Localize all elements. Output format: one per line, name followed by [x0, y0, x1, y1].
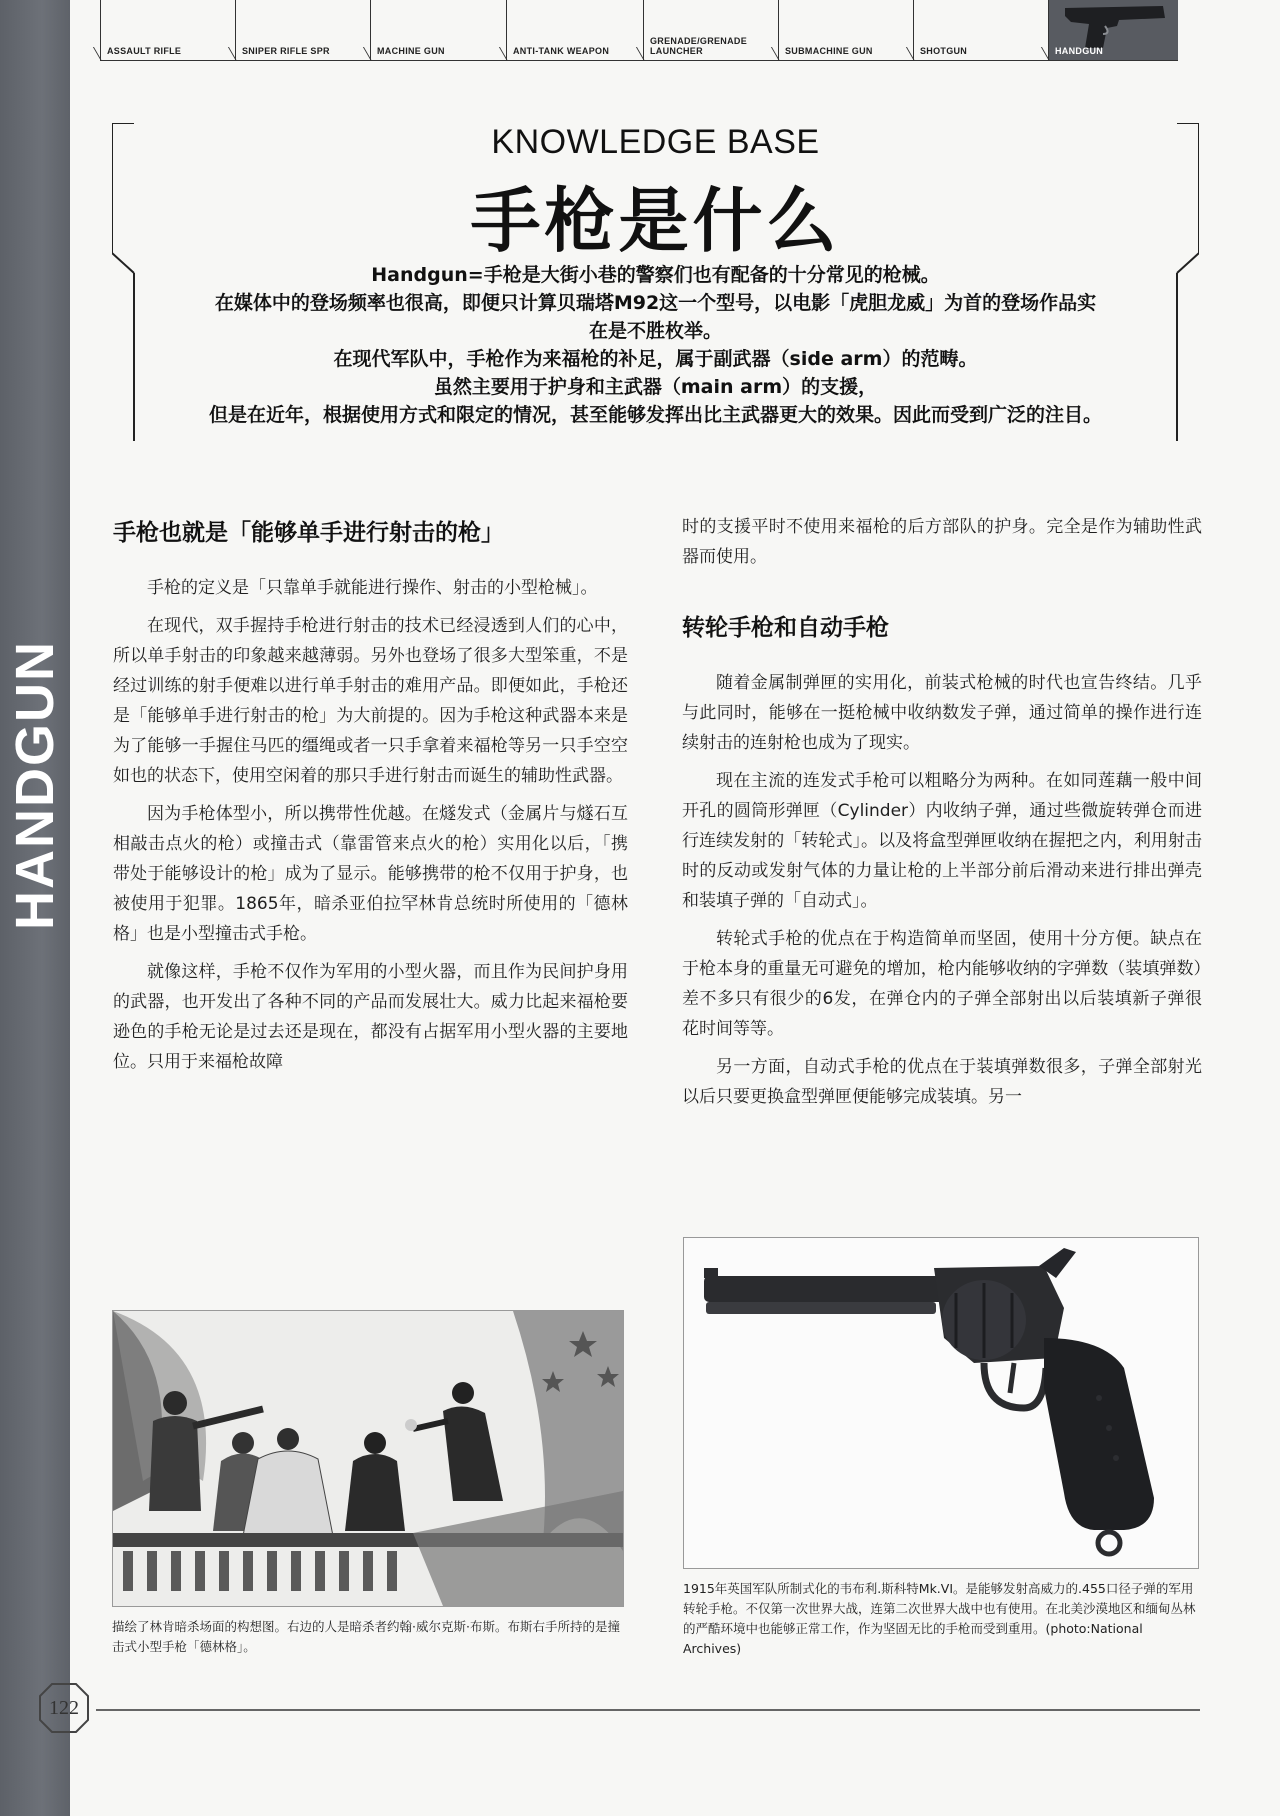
tab-submachine-gun[interactable] [778, 0, 913, 61]
side-section-text: HANDGUN [5, 640, 65, 930]
knowledge-base-box [112, 123, 1199, 441]
right-column [682, 512, 1202, 1120]
paragraph: 另一方面，自动式手枪的优点在于装填弹数很多，子弹全部射光以后只要更换盒型弹匣便能够完成装填。另一 [682, 1057, 1202, 1107]
tab-sniper-rifle[interactable] [235, 0, 370, 61]
section-heading-definition: 手枪也就是「能够单手进行射击的枪」 [113, 520, 504, 546]
paragraph: 转轮式手枪的优点在于构造简单而坚固，使用十分方便。缺点在于枪本身的重量无可避免的增加，枪内能够收纳的字弹数（装填弹数）差不多只有很少的6发，在弹仓内的子弹全部射出以后装填新子弹很花时间等等。 [682, 929, 1202, 1039]
tab-shotgun[interactable] [913, 0, 1048, 61]
tab-label: HANDGUN [1055, 46, 1104, 56]
tab-label: SNIPER RIFLE SPR [242, 46, 330, 56]
tab-grenade-launcher[interactable] [643, 0, 778, 61]
tab-anti-tank-weapon[interactable] [506, 0, 643, 61]
tab-label: SHOTGUN [920, 46, 968, 56]
tab-machine-gun[interactable] [370, 0, 506, 61]
figure-caption-lincoln: 描绘了林肯暗杀场面的构想图。右边的人是暗杀者约翰·威尔克斯·布斯。布斯右手所持的是撞击式小型手枪「德林格」。 [112, 1619, 620, 1654]
section-heading-revolver-auto: 转轮手枪和自动手枪 [682, 615, 889, 641]
intro-line: 在是不胜枚举。 [588, 320, 722, 342]
lincoln-illustration [112, 1310, 624, 1607]
left-column [113, 515, 628, 1085]
paragraph: 因为手枪体型小，所以携带性优越。在燧发式（金属片与燧石互相敲击点火的枪）或撞击式（靠雷管来点火的枪）实用化以后，「携带处于能够设计的枪」成为了显示。能够携带的枪不仅用于护身，也被使用于犯罪。1865年，暗杀亚伯拉罕林肯总统时所使用的「德林格」也是小型撞击式手枪。 [113, 804, 628, 944]
intro-line: 在现代军队中，手枪作为来福枪的补足，属于副武器（side arm）的范畴。 [333, 348, 978, 370]
revolver-icon [684, 1238, 1198, 1568]
intro-text [142, 261, 1169, 429]
paragraph: 现在主流的连发式手枪可以粗略分为两种。在如同莲藕一般中间开孔的圆筒形弹匣（Cylinder）内收纳子弹，通过些微旋转弹仓而进行连续发射的「转轮式」。以及将盒型弹匣收纳在握把之内，利用射击时的反动或发射气体的力量让枪的上半部分前后滑动来进行排出弹壳和装填子弹的「自动式」。 [682, 771, 1202, 911]
tab-label: GRENADE/GRENADE LAUNCHER [650, 36, 748, 56]
knowledge-base-title: KNOWLEDGE BASE [491, 123, 820, 161]
lincoln-scene-image [113, 1311, 623, 1606]
category-tab-bar [100, 0, 1190, 62]
figure-webley-revolver [683, 1237, 1199, 1659]
page-title: 手枪是什么 [470, 180, 841, 262]
page-number: 122 [49, 1697, 79, 1719]
paragraph: 手枪的定义是「只靠单手就能进行操作、射击的小型枪械」。 [147, 578, 598, 598]
intro-line: 虽然主要用于护身和主武器（main arm）的支援， [433, 376, 878, 398]
tab-label: SUBMACHINE GUN [785, 46, 873, 56]
paragraph: 在现代，双手握持手枪进行射击的技术已经浸透到人们的心中，所以单手射击的印象越来越薄弱。另外也登场了很多大型笨重，不是经过训练的射手便难以进行单手射击的难用产品。即便如此，手枪还是「能够单手进行射击的枪」为大前提的。因为手枪这种武器本来是为了能够一手握住马匹的缰绳或者一只手拿着来福枪等另一只手空空如也的状态下，使用空闲着的那只手进行射击而诞生的辅助性武器。 [113, 616, 628, 786]
figure-caption-revolver: 1915年英国军队所制式化的韦布利.斯科特Mk.VI。是能够发射高威力的.455口径子弹的军用转轮手枪。不仅第一次世界大战，连第二次世界大战中也有使用。在北美沙漠地区和缅甸丛林的严酷环境中也能够正常工作，作为坚固无比的手枪而受到重用。(photo:National Archives) [683, 1581, 1196, 1656]
paragraph: 随着金属制弹匣的实用化，前装式枪械的时代也宣告终结。几乎与此同时，能够在一挺枪械中收纳数发子弹，通过简单的操作进行连续射击的连射枪也成为了现实。 [682, 673, 1202, 753]
tab-label: ASSAULT RIFLE [107, 46, 182, 56]
intro-line: 在媒体中的登场频率也很高，即便只计算贝瑞塔M92这一个型号，以电影「虎胆龙威」为首的登场作品实 [214, 292, 1097, 314]
tab-label: ANTI-TANK WEAPON [513, 46, 610, 56]
tab-label: MACHINE GUN [377, 46, 445, 56]
tab-assault-rifle[interactable] [100, 0, 235, 61]
figure-lincoln-assassination [112, 1310, 624, 1657]
paragraph-continuation: 时的支援平时不使用来福枪的后方部队的护身。完全是作为辅助性武器而使用。 [682, 517, 1202, 567]
side-section-label [5, 640, 65, 930]
revolver-photo [683, 1237, 1199, 1569]
intro-line: 但是在近年，根据使用方式和限定的情况，甚至能够发挥出比主武器更大的效果。因此而受到广泛的注目。 [208, 404, 1102, 426]
intro-line: Handgun=手枪是大街小巷的警察们也有配备的十分常见的枪械。 [371, 264, 940, 286]
handgun-icon [1059, 2, 1169, 50]
paragraph: 就像这样，手枪不仅作为军用的小型火器，而且作为民间护身用的武器，也开发出了各种不同的产品而发展壮大。威力比起来福枪要逊色的手枪无论是过去还是现在，都没有占据军用小型火器的主要地位。只用于来福枪故障 [113, 962, 628, 1072]
tab-handgun[interactable] [1048, 0, 1178, 61]
footer-divider [96, 1709, 1200, 1711]
